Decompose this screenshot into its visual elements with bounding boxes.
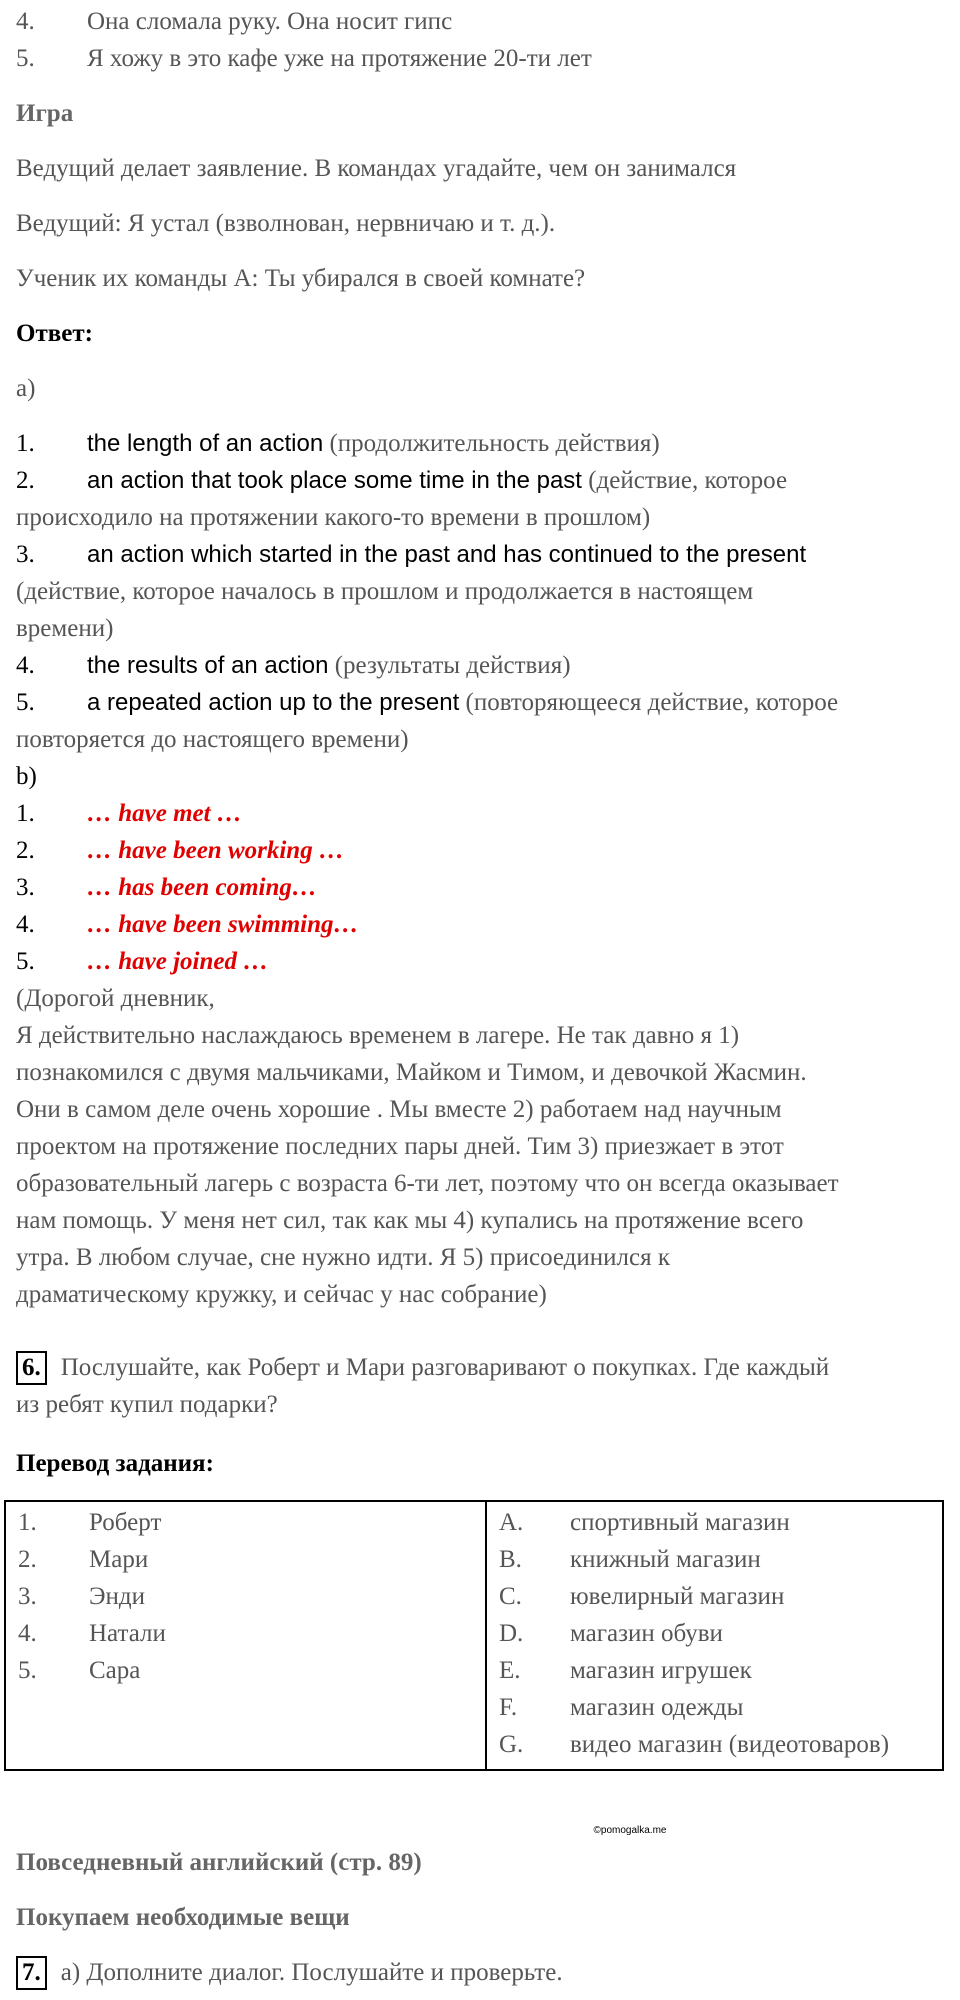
list-item: 3. an action which started in the past and has continued to the present <box>16 541 807 568</box>
list-item: 5. … have joined … <box>16 948 269 975</box>
top-list <box>16 0 944 77</box>
list-item: 5. Я хожу в это кафе уже на протяжение 20-ти лет <box>16 45 592 72</box>
watermark: ©pomogalka.me <box>593 1825 667 1836</box>
table-row: 2. Мари <box>18 1546 149 1573</box>
task-7: 7. a) Дополните диалог. Послушайте и проверьте. <box>16 1954 944 1991</box>
table-row: D. магазин обуви <box>499 1620 723 1647</box>
part-a-list <box>16 425 944 758</box>
table-row: C. ювелирный магазин <box>499 1583 785 1610</box>
game-title: Игра <box>16 100 74 127</box>
section-title: Повседневный английский (стр. 89) <box>16 1849 422 1876</box>
task-number-badge: 6. <box>16 1351 47 1385</box>
list-item-continuation: повторяется до настоящего времени) <box>16 726 409 753</box>
part-b-label: b) <box>16 763 37 790</box>
shops-column <box>486 1501 943 1770</box>
table-row: G. видео магазин (видеотоваров) <box>499 1731 890 1758</box>
task-number-badge: 7. <box>16 1956 47 1990</box>
game-paragraph: Ведущий делает заявление. В командах угадайте, чем он занимался <box>16 155 737 182</box>
list-item: 4. … have been swimming… <box>16 911 359 938</box>
matching-table <box>4 1500 944 1771</box>
people-column <box>5 1501 486 1770</box>
list-item: 2. … have been working … <box>16 837 344 864</box>
translation-title: Перевод задания: <box>16 1450 214 1477</box>
list-item: 1. the length of an action (продолжительность действия) <box>16 430 660 457</box>
part-a-label: a) <box>16 375 36 402</box>
list-item: 5. a repeated action up to the present (повторяющееся действие, которое <box>16 689 839 716</box>
list-item: 1. … have met … <box>16 800 242 827</box>
table-row: E. магазин игрушек <box>499 1657 752 1684</box>
list-item: 4. Она сломала руку. Она носит гипс <box>16 8 453 35</box>
list-item: 2. an action that took place some time in the past (действие, которое <box>16 467 788 494</box>
list-item-continuation: (действие, которое началось в прошлом и продолжается в настоящем <box>16 578 754 605</box>
table-row: A. спортивный магазин <box>499 1509 790 1536</box>
table-row: 5. Сара <box>18 1657 141 1684</box>
task-6: 6. Послушайте, как Роберт и Мари разговаривают о покупках. Где каждый из ребят купил подарки? <box>16 1349 944 1423</box>
list-item: 3. … has been coming… <box>16 874 317 901</box>
diary-paragraph: (Дорогой дневник, Я действительно наслаждаюсь временем в лагере. Не так давно я 1) познакомился с двумя мальчиками, Майком и Тимом, и девочкой Жасмин. Они в самом деле очень хорошие . Мы вместе 2) работаем над научным проектом на протяжение последних пары дней. Тим 3) приезжает в этот образовательный лагерь с возраста 6-ти лет, поэтому что он всегда оказывает нам помощь. У меня нет сил, так как мы 4) купались на протяжение всего утра. В любом случае, сне нужно идти. Я 5) присоединился к драматическому кружку, и сейчас у нас собрание) <box>16 985 839 1308</box>
answer-title: Ответ: <box>16 320 93 347</box>
list-item-continuation: происходило на протяжении какого-то времени в прошлом) <box>16 504 651 531</box>
part-b-list <box>16 795 944 980</box>
table-row: F. магазин одежды <box>499 1694 744 1721</box>
section-subtitle: Покупаем необходимые вещи <box>16 1904 350 1931</box>
game-paragraph: Ученик их команды А: Ты убирался в своей комнате? <box>16 265 586 292</box>
game-paragraph: Ведущий: Я устал (взволнован, нервничаю и т. д.). <box>16 210 556 237</box>
table-row: 1. Роберт <box>18 1509 162 1536</box>
table-row: 3. Энди <box>18 1583 145 1610</box>
table-row: B. книжный магазин <box>499 1546 761 1573</box>
table-row: 4. Натали <box>18 1620 166 1647</box>
list-item: 4. the results of an action (результаты действия) <box>16 652 571 679</box>
list-item-continuation: времени) <box>16 615 114 642</box>
